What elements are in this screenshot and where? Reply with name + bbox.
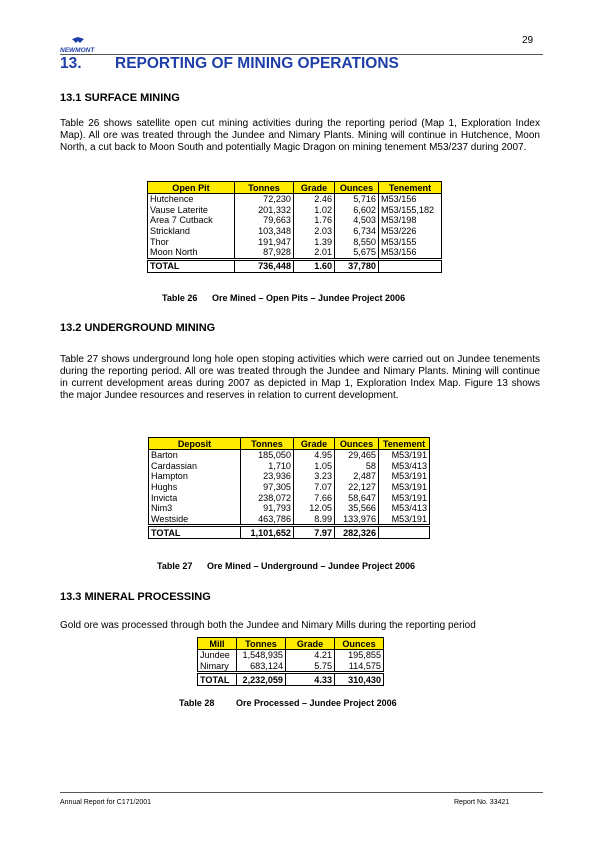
table-cell: Barton [149,450,241,461]
caption-text: Ore Processed – Jundee Project 2006 [236,698,397,708]
logo-text: NEWMONT [60,47,95,54]
table-cell: M53/226 [379,226,442,237]
processing-paragraph: Gold ore was processed through both the Jundee and Nimary Mills during the reporting period [60,620,476,631]
table-cell: 7.97 [294,526,335,539]
total-row [149,526,430,539]
col-header: Ounces [335,182,379,194]
caption-text: Ore Mined – Open Pits – Jundee Project 2006 [212,293,406,303]
table-cell: 1,101,652 [241,526,294,539]
col-header: Mill [198,638,237,650]
table-cell: M53/191 [379,482,430,493]
table-cell: Strickland [148,226,235,237]
total-row [148,259,442,272]
caption-label: Table 27 [157,561,193,571]
table-cell: 5,716 [335,194,379,205]
table-cell: Invicta [149,492,241,503]
table-cell: 72,230 [235,194,294,205]
table-cell: 2.46 [294,194,335,205]
table-cell: 3.23 [294,471,335,482]
table-row [198,661,384,673]
table-28-caption [179,698,397,708]
col-header: Ounces [335,438,379,450]
table-row [149,471,430,482]
table-cell: 58,647 [335,492,379,503]
total-row [198,673,384,686]
caption-label: Table 28 [179,698,215,708]
table-row [149,514,430,526]
table-cell: 2,232,059 [237,673,286,686]
table-cell: Vause Laterite [148,205,235,216]
table-cell: 1.02 [294,205,335,216]
table-cell: 4.33 [286,673,335,686]
newmont-logo [60,36,120,54]
table-cell: 201,332 [235,205,294,216]
table-cell: Nim3 [149,503,241,514]
table-row [148,215,442,226]
table-cell: 87,928 [235,247,294,259]
table-cell: M53/413 [379,503,430,514]
table-cell: 103,348 [235,226,294,237]
table-cell: 736,448 [235,259,294,272]
table-cell: 58 [335,461,379,472]
table-cell: M53/191 [379,514,430,526]
table-cell: M53/191 [379,471,430,482]
table-cell: 5.75 [286,661,335,673]
table-cell: 29,465 [335,450,379,461]
table-cell: 6,602 [335,205,379,216]
table-row [148,194,442,205]
table-cell: 8,550 [335,236,379,247]
footer-right: Report No. 33421 [454,799,510,806]
table-cell: 683,124 [237,661,286,673]
table-cell: 2.03 [294,226,335,237]
surface-paragraph: Table 26 shows satellite open cut mining activities during the reporting period (Map 1, Exploration Index Map). All ore was treated through the Jundee and Nimary Plants. Mining will continue in Hutchence, Moon North, a cut back to Moon South and potentially Magic Dragon on mining tenement M53/237 during 2007. [60,118,540,153]
table-cell: TOTAL [198,673,237,686]
table-cell: 1.05 [294,461,335,472]
col-header: Ounces [335,638,384,650]
table-26-caption [162,293,405,303]
table-cell: M53/155,182 [379,205,442,216]
table-cell: 2.01 [294,247,335,259]
section-number: 13. [60,55,82,72]
table-cell: 133,976 [335,514,379,526]
table-cell: 1.39 [294,236,335,247]
table-cell: 195,855 [335,650,384,661]
table-cell: 7.66 [294,492,335,503]
table-cell: 2,487 [335,471,379,482]
table-row [149,450,430,461]
table-cell: 35,566 [335,503,379,514]
footer-rule [60,792,543,793]
table-cell [379,526,430,539]
underground-paragraph: Table 27 shows underground long hole open stoping activities which were carried out on Jundee tenements during the reporting period. All ore was treated through the Jundee and Nimary Plants. Mining will continue in current development areas during 2007 as depicted in Map 1, Exploration Index Map. Figure 13 shows the major Jundee resources and reserves in relation to current development. [60,354,540,401]
table-cell: 5,675 [335,247,379,259]
table-cell: Cardassian [149,461,241,472]
table-cell: 310,430 [335,673,384,686]
table-cell: Thor [148,236,235,247]
table-cell: 12.05 [294,503,335,514]
table-cell: Hampton [149,471,241,482]
table-27 [148,437,430,539]
col-header: Tonnes [237,638,286,650]
table-cell: 1,548,935 [237,650,286,661]
table-cell: 79,663 [235,215,294,226]
table-cell: 91,793 [241,503,294,514]
table-cell: M53/156 [379,194,442,205]
table-cell: Moon North [148,247,235,259]
table-cell: 4,503 [335,215,379,226]
page-number: 29 [522,35,534,46]
table-cell: 22,127 [335,482,379,493]
table-row [148,226,442,237]
table-cell: Hughs [149,482,241,493]
caption-label: Table 26 [162,293,198,303]
table-cell: 7.07 [294,482,335,493]
table-row [149,492,430,503]
table-cell: 4.95 [294,450,335,461]
table-cell: 1.76 [294,215,335,226]
table-cell: 4.21 [286,650,335,661]
table-28 [197,637,384,686]
table-cell: M53/198 [379,215,442,226]
table-cell: Nimary [198,661,237,673]
table-cell: Westside [149,514,241,526]
section-title-text: REPORTING OF MINING OPERATIONS [115,55,399,72]
col-header: Tenement [379,182,442,194]
col-header: Grade [286,638,335,650]
section-title [60,55,399,73]
col-header: Deposit [149,438,241,450]
table-cell: 8.99 [294,514,335,526]
col-header: Tenement [379,438,430,450]
table-cell: M53/413 [379,461,430,472]
table-27-caption [157,561,415,571]
table-cell: 463,786 [241,514,294,526]
col-header: Grade [294,182,335,194]
table-cell: Hutchence [148,194,235,205]
footer-left: Annual Report for C171/2001 [60,799,152,806]
table-cell: M53/191 [379,450,430,461]
caption-text: Ore Mined – Underground – Jundee Project 2006 [207,561,416,571]
col-header: Tonnes [235,182,294,194]
table-cell: M53/155 [379,236,442,247]
subheading-processing: 13.3 MINERAL PROCESSING [60,591,211,603]
table-cell: M53/156 [379,247,442,259]
table-cell: 1,710 [241,461,294,472]
table-cell [379,259,442,272]
table-row [148,247,442,259]
col-header: Open Pit [148,182,235,194]
table-row [198,650,384,661]
table-cell: 238,072 [241,492,294,503]
table-row [148,236,442,247]
subheading-surface: 13.1 SURFACE MINING [60,92,180,104]
table-row [148,205,442,216]
col-header: Grade [294,438,335,450]
table-26 [147,181,442,273]
table-cell: 6,734 [335,226,379,237]
subheading-underground: 13.2 UNDERGROUND MINING [60,322,216,334]
table-cell: 23,936 [241,471,294,482]
table-cell: TOTAL [149,526,241,539]
table-cell: M53/191 [379,492,430,503]
table-cell: 97,305 [241,482,294,493]
table-row [149,482,430,493]
table-cell: 191,947 [235,236,294,247]
col-header: Tonnes [241,438,294,450]
table-row [149,503,430,514]
table-cell: 282,326 [335,526,379,539]
table-cell: 1.60 [294,259,335,272]
table-cell: 185,050 [241,450,294,461]
table-cell: 114,575 [335,661,384,673]
table-row [149,461,430,472]
table-cell: TOTAL [148,259,235,272]
table-cell: Area 7 Cutback [148,215,235,226]
table-cell: Jundee [198,650,237,661]
table-cell: 37,780 [335,259,379,272]
